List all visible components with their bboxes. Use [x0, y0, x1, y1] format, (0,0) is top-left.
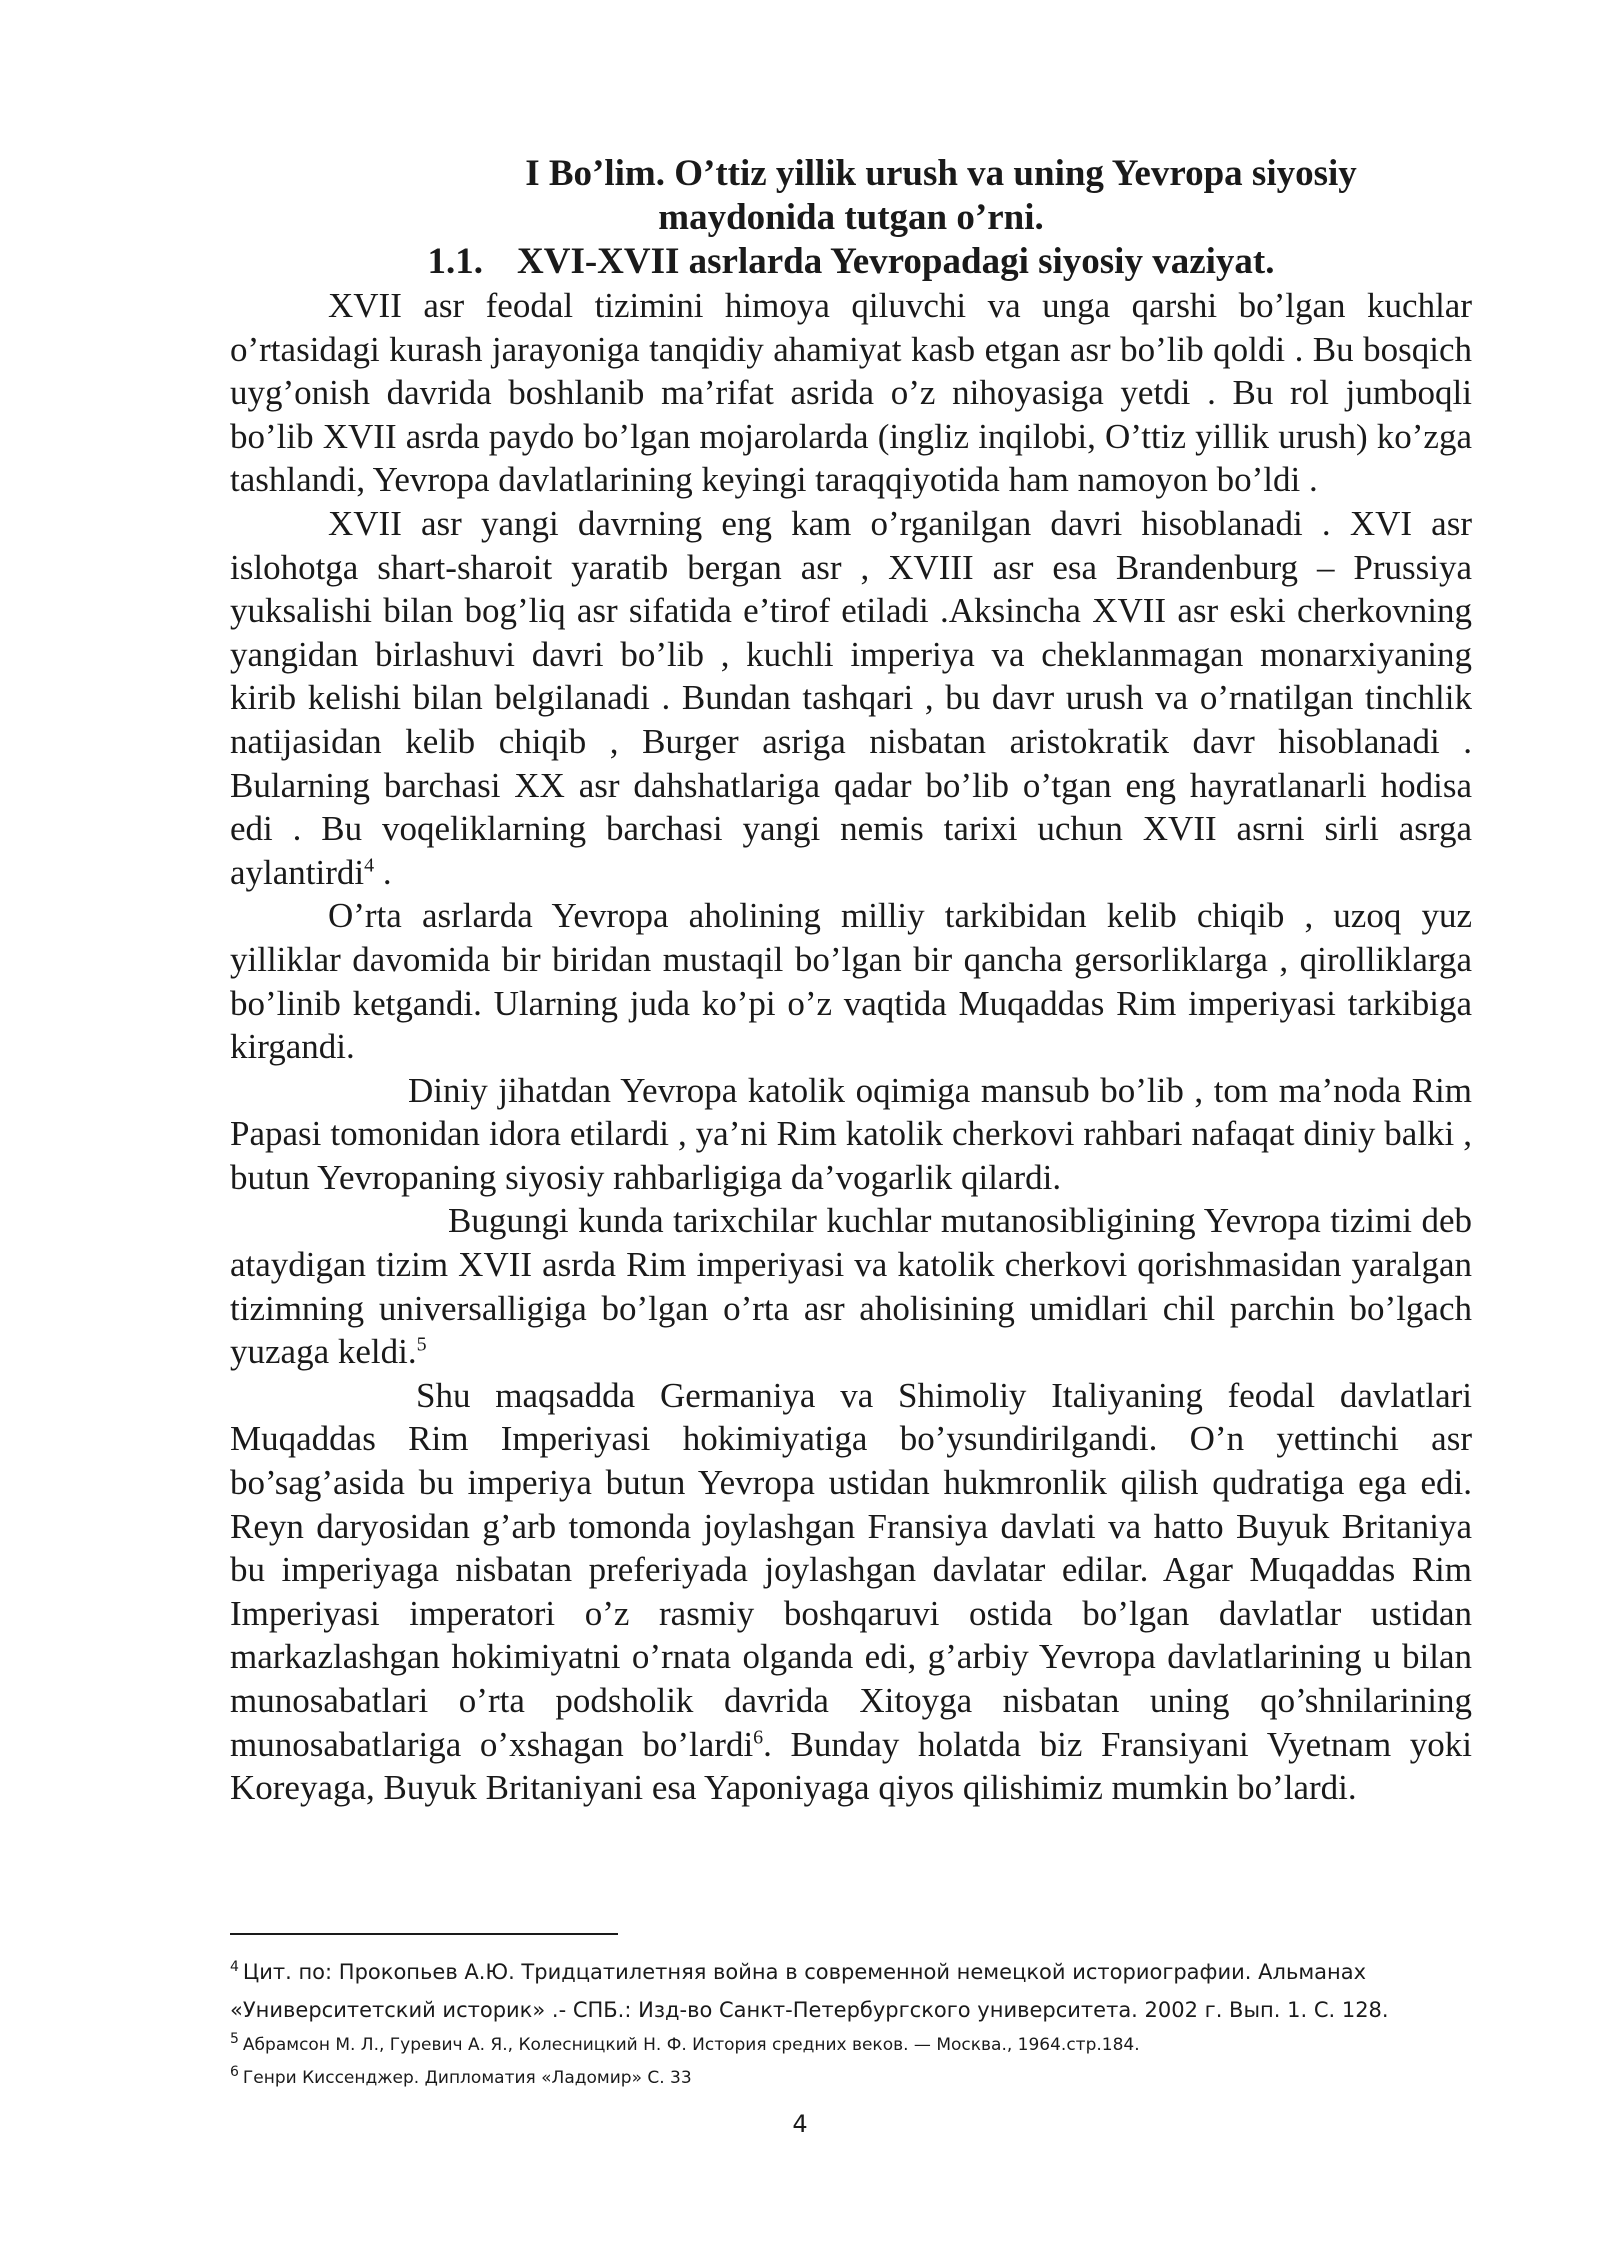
footnote-item — [230, 1953, 1472, 2029]
footnote-ref[interactable]: 6 — [753, 1725, 764, 1748]
paragraph-text: Bugungi kunda tarixchilar kuchlar mutanosibligining Yevropa tizimi deb ataydigan tizim XVII asrda Rim imperiyasi va katolik cherkovi qorishmasidan yaralgan tizimning universalligiga bo’lgan o’rta asr aholisining umidlari chil parchin bo’lgach yuzaga keldi. — [230, 1201, 1472, 1372]
paragraph — [230, 894, 1472, 1068]
chapter-title-line-1: I Bo’lim. O’ttiz yillik urush va uning Yevropa siyosiy — [525, 153, 1357, 194]
paragraph-text: XVII asr yangi davrning eng kam o’rganilgan davri hisoblanadi . XVI asr islohotga shart-sharoit yaratib bergan asr , XVIII asr esa Brandenburg – Prussiya yuksalishi bilan bog’liq asr sifatida e’tirof etiladi .Aksincha XVII asr eski cherkovning yangidan birlashuvi davri bo’lib , kuchli imperiya va cheklanmagan monarxiyaning kirib kelishi bilan belgilanadi . Bundan tashqari , bu davr urush va o’rnatilgan tinchlik natijasidan kelib chiqib , Burger asriga nisbatan aristokratik davr hisoblanadi . Bularning barchasi XX asr dahshatlariga qadar bo’lib o’tgan eng hayratlanarli hodisa edi . Bu voqeliklarning barchasi yangi nemis tarixi uchun XVII asrni sirli asrga aylantirdi — [230, 503, 1472, 892]
footnote-item — [230, 2062, 1472, 2095]
footnote-separator — [230, 1933, 618, 1935]
footnote-text: Генри Киссенджер. Дипломатия «Ладомир» С. 33 — [242, 2068, 692, 2088]
chapter-title-line-2: maydonida tutgan o’rni. — [658, 197, 1044, 238]
page-number: 4 — [792, 2110, 808, 2138]
section-heading — [230, 240, 1472, 284]
footnote-ref[interactable]: 4 — [364, 854, 375, 877]
paragraph-text: XVII asr feodal tizimini himoya qiluvchi va unga qarshi bo’lgan kuchlar o’rtasidagi kurash jarayoniga tanqidiy ahamiyat kasb etgan asr bo’lib qoldi . Bu bosqich uyg’onish davrida boshlanib ma’rifat asrida o’z nihoyasiga yetdi . Bu rol jumboqli bo’lib XVII asrda paydo bo’lgan mojarolarda (ingliz inqilobi, O’ttiz yillik urush) ko’zga tashlandi, Yevropa davlatlarining keyingi taraqqiyotida ham namoyon bo’ldi . — [230, 286, 1472, 500]
paragraph — [230, 1374, 1472, 1810]
chapter-title — [230, 152, 1472, 240]
footnote-text: Абрамсон М. Л., Гуревич А. Я., Колесницкий Н. Ф. История средних веков. — Москва., 1964.стр.184. — [242, 2035, 1140, 2055]
paragraph — [230, 502, 1472, 894]
paragraph — [230, 284, 1472, 502]
section-title: XVI-XVII asrlarda Yevropadagi siyosiy vaziyat. — [517, 241, 1275, 282]
paragraph-text: O’rta asrlarda Yevropa aholining milliy tarkibidan kelib chiqib , uzoq yuz yilliklar davomida bir biridan mustaqil bo’lgan bir qancha gersorliklarga , qirolliklarga bo’linib ketgandi. Ularning juda ko’pi o’z vaqtida Muqaddas Rim imperiyasi tarkibiga kirgandi. — [230, 896, 1472, 1067]
body-text — [230, 284, 1472, 1810]
footnote-text: Цит. по: Прокопьев А.Ю. Тридцатилетняя война в современной немецкой историографии. Альманах «Университетский историк» .- СПБ.: Изд-во Санкт-Петербургского университета. 2002 г. Вып. 1. С. 128. — [230, 1960, 1389, 2022]
footnote-number: 6 — [230, 2064, 239, 2081]
paragraph — [230, 1199, 1472, 1373]
paragraph-text-tail: . Bunday holatda biz Fransiyani Vyetnam yoki Koreyaga, Buyuk Britaniyani esa Yaponiyaga qiyos qilishimiz mumkin bo’lardi. — [230, 1724, 1472, 1808]
footnote-number: 4 — [230, 1959, 239, 1975]
footnote-number: 5 — [230, 2031, 239, 2048]
footnote-item — [230, 2029, 1472, 2062]
footnotes — [230, 1953, 1472, 2095]
paragraph — [230, 1069, 1472, 1200]
paragraph-text: Diniy jihatdan Yevropa katolik oqimiga mansub bo’lib , tom ma’noda Rim Papasi tomonidan idora etilardi , ya’ni Rim katolik cherkovi rahbari nafaqat diniy balki , butun Yevropaning siyosiy rahbarligiga da’vogarlik qilardi. — [230, 1070, 1472, 1197]
paragraph-text-tail: . — [374, 852, 392, 892]
section-number: 1.1. — [427, 241, 483, 282]
footnote-ref[interactable]: 5 — [416, 1333, 427, 1356]
paragraph-text: Shu maqsadda Germaniya va Shimoliy Italiyaning feodal davlatlari Muqaddas Rim Imperiyasi hokimiyatiga bo’ysundirilgandi. O’n yettinchi asr bo’sag’asida bu imperiya butun Yevropa ustidan hukmronlik qilish qudratiga ega edi. Reyn daryosidan g’arb tomonda joylashgan Fransiya davlati va hatto Buyuk Britaniya bu imperiyaga nisbatan preferiyada joylashgan davlatar edilar. Agar Muqaddas Rim Imperiyasi imperatori o’z rasmiy boshqaruvi ostida bo’lgan davlatlar ustidan markazlashgan hokimiyatni o’rnata olganda edi, g’arbiy Yevropa davlatlarining u bilan munosabatlari o’rta podsholik davrida Xitoyga nisbatan uning qo’shnilarining munosabatlariga o’xshagan bo’lardi — [230, 1375, 1472, 1764]
